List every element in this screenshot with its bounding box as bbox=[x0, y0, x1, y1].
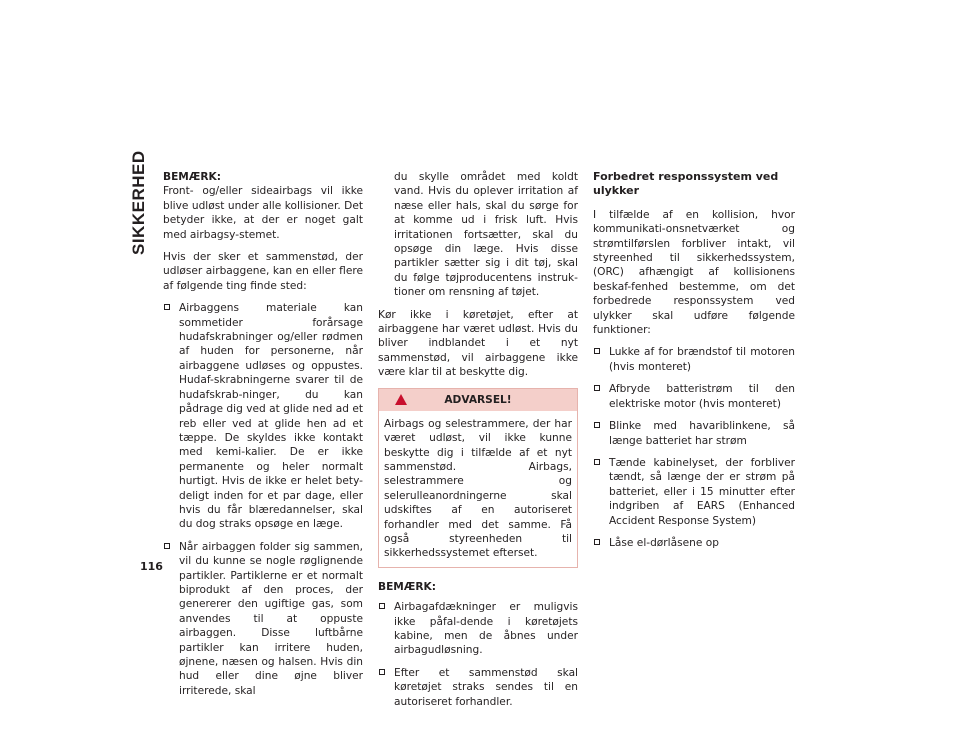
note-text: Front- og/eller sideairbags vil ikke blive udløst under alle kollisioner. Det betyder ikke, at der er noget galt med airbagsy-stemet. bbox=[163, 185, 363, 241]
list-item bbox=[593, 456, 795, 528]
column-2 bbox=[378, 170, 578, 717]
list-item bbox=[163, 540, 363, 698]
section-heading: Forbedret responssystem ved ulykker bbox=[593, 170, 779, 198]
list-item-text: Lukke af for brændstof til motoren (hvis monteret) bbox=[609, 346, 795, 373]
list-item-text: Afbryde batteristrøm til den elektriske motor (hvis monteret) bbox=[609, 383, 795, 410]
side-tab-label: SIKKERHED bbox=[129, 150, 148, 255]
bullet-list bbox=[163, 301, 363, 698]
checkbox-bullet-icon bbox=[379, 603, 385, 609]
checkbox-bullet-icon bbox=[164, 304, 170, 310]
checkbox-bullet-icon bbox=[164, 543, 170, 549]
checkbox-bullet-icon bbox=[594, 459, 600, 465]
bullet-list bbox=[593, 345, 795, 550]
checkbox-bullet-icon bbox=[594, 539, 600, 545]
list-item bbox=[593, 536, 795, 550]
page-number: 116 bbox=[140, 560, 163, 573]
note-label: BEMÆRK: bbox=[163, 171, 221, 183]
paragraph: I tilfælde af en kollision, hvor kommunikati-onsnetværket og strømtilførslen forbliver intakt, vil styreenhed til sikkerhedssystem, (ORC) afhængigt af kollisionens beskaf-fenhed bestemme, om det forbedrede responssystem ved ulykker skal udføre følgende funktioner: bbox=[593, 208, 795, 337]
list-item bbox=[593, 419, 795, 448]
list-item bbox=[378, 666, 578, 709]
paragraph: Kør ikke i køretøjet, efter at airbaggene har været udløst. Hvis du bliver indblandet i et nyt sammenstød, vil airbaggene ikke være klar til at beskytte dig. bbox=[378, 308, 578, 379]
side-tab bbox=[129, 150, 156, 279]
warning-triangle-icon bbox=[395, 394, 407, 405]
note-label: BEMÆRK: bbox=[378, 580, 436, 593]
column-1 bbox=[163, 170, 363, 706]
intro-paragraph: Hvis der sker et sammenstød, der udløser airbaggene, kan en eller flere af følgende ting finde sted: bbox=[163, 251, 363, 292]
list-item bbox=[163, 301, 363, 532]
warning-header bbox=[379, 389, 577, 411]
list-item-text: Tænde kabinelyset, der forbliver tændt, så længe der er strøm på batteriet, eller i 15 minutter efter indgriben af EARS (Enhanced Accident Response System) bbox=[609, 456, 795, 527]
list-item-text: Blinke med havariblinkene, så længe batteriet har strøm bbox=[609, 420, 795, 447]
continuation-text: du skylle området med koldt vand. Hvis du oplever irritation af næse eller hals, skal du sørge for at komme ud i frisk luft. Hvis irritationen fortsætter, skal du opsøge din læge. Hvis disse partikler sætter sig i dit tøj, skal du følge tøjproducentens instruk-tioner om rensning af tøjet. bbox=[394, 171, 578, 299]
checkbox-bullet-icon bbox=[594, 385, 600, 391]
list-item bbox=[378, 600, 578, 658]
list-item-text: Låse el-dørlåsene op bbox=[609, 536, 719, 549]
column-3 bbox=[593, 170, 795, 558]
checkbox-bullet-icon bbox=[594, 422, 600, 428]
checkbox-bullet-icon bbox=[594, 348, 600, 354]
list-item-text: Airbaggens materiale kan sommetider forårsage hudafskrabninger og/eller rødmen af huden for personerne, når airbaggene udløses og oppustes. Hudaf-skrabningerne svarer til de hudafskrab-ninger, du kan pådrage dig ved at glide ned ad et reb eller ved at glide hen ad et tæppe. De skyldes ikke kontakt med kemi-kalier. De er ikke permanente og heler normalt hurtigt. Hvis de ikke er helet bety-deligt inden for et par dage, eller hvis du får blæredannelser, skal du dog straks opsøge en læge. bbox=[179, 302, 363, 531]
bullet-list bbox=[378, 600, 578, 709]
list-item bbox=[593, 345, 795, 374]
list-item bbox=[593, 382, 795, 411]
warning-text: Airbags og selestrammere, der har været udløst, vil ikke kunne beskytte dig i tilfælde af et nyt sammenstød. Airbags, selestrammere og selerulleanordningerne skal udskiftes af en autoriseret forhandler med det samme. Få også styreenheden til sikkerhedssystemet efterset. bbox=[384, 417, 572, 560]
list-item-text: Når airbaggen folder sig sammen, vil du kunne se nogle røglignende partikler. Partiklerne er et normalt biprodukt af den proces, der genererer den ugiftige gas, som anvendes til at oppuste airbaggen. Disse luftbårne partikler kan irritere huden, øjnene, næsen og halsen. Hvis din hud eller dine øjne bliver irriterede, skal bbox=[179, 540, 363, 697]
warning-box bbox=[378, 388, 578, 568]
warning-title: ADVARSEL! bbox=[444, 393, 512, 406]
list-item-text: Airbagafdækninger er muligvis ikke påfal-dende i køretøjets kabine, men de åbnes under airbagudløsning. bbox=[394, 601, 578, 657]
checkbox-bullet-icon bbox=[379, 669, 385, 675]
list-item-text: Efter et sammenstød skal køretøjet straks sendes til en autoriseret forhandler. bbox=[394, 666, 578, 708]
